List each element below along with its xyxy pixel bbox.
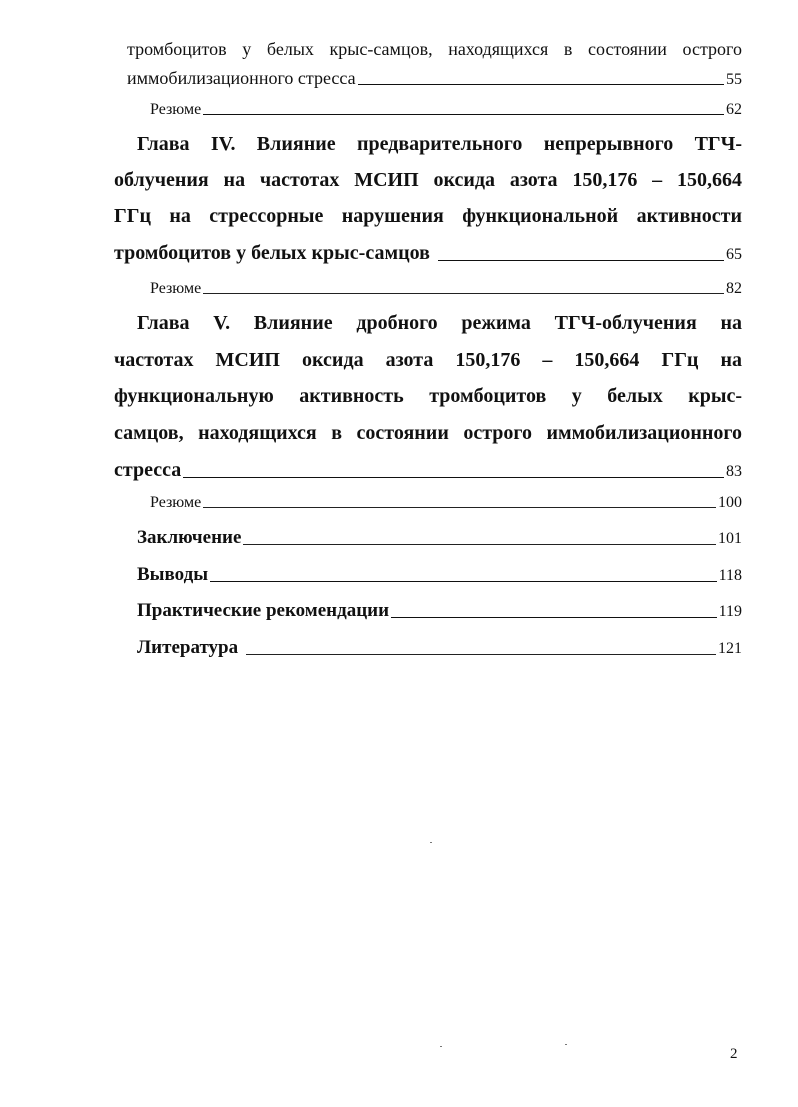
toc-page-number: 121 xyxy=(718,640,742,657)
toc-page-number: 65 xyxy=(726,246,742,263)
toc-page-number: 55 xyxy=(726,71,742,88)
toc-page-number: 100 xyxy=(718,494,742,511)
toc-page-number: 83 xyxy=(726,463,742,480)
toc-entry-ch4-resume[interactable] xyxy=(150,280,742,298)
toc-ch5-title-line2: частотах МСИП оксида азота 150,176 – 150,664 ГГц на xyxy=(114,349,742,371)
toc-recommendations-label: Практические рекомендации xyxy=(137,600,390,621)
toc-ch4-title-line2: облучения на частотах МСИП оксида азота 150,176 – 150,664 xyxy=(114,169,742,191)
toc-page-number: 62 xyxy=(726,101,742,118)
toc-entry-ch4[interactable] xyxy=(114,242,742,265)
toc-page-number: 101 xyxy=(718,530,742,547)
toc-ch4-title-line1: Глава IV. Влияние предварительного непрерывного ТГЧ- xyxy=(137,133,742,155)
toc-leader-line xyxy=(243,544,716,545)
toc-entry-findings[interactable] xyxy=(137,564,742,586)
scan-speck xyxy=(430,842,432,843)
toc-leader-line xyxy=(203,507,716,508)
toc-resume-label: Резюме xyxy=(150,101,202,118)
toc-literature-label: Литература xyxy=(137,637,239,658)
toc-resume-label: Резюме xyxy=(150,280,202,297)
toc-entry-ch5[interactable] xyxy=(114,459,742,482)
toc-entry-ch5-resume[interactable] xyxy=(150,494,742,512)
scan-speck xyxy=(440,1046,442,1047)
toc-ch3-text-line1: тромбоцитов у белых крыс-самцов, находящихся в состоянии острого xyxy=(127,39,742,59)
toc-leader-line xyxy=(438,260,724,261)
toc-findings-label: Выводы xyxy=(137,564,209,585)
toc-ch4-title-line4: тромбоцитов у белых крыс-самцов xyxy=(114,242,430,264)
toc-leader-line xyxy=(210,581,717,582)
toc-page-number: 118 xyxy=(718,567,742,584)
toc-ch5-title-line1: Глава V. Влияние дробного режима ТГЧ-облучения на xyxy=(137,312,742,334)
toc-page-number: 82 xyxy=(726,280,742,297)
toc-entry-ch3[interactable] xyxy=(127,68,742,89)
scan-speck xyxy=(565,1044,567,1045)
toc-entry-recommendations[interactable] xyxy=(137,600,742,622)
toc-entry-literature[interactable] xyxy=(137,637,742,659)
toc-ch5-title-line5: стресса xyxy=(114,459,182,481)
toc-leader-line xyxy=(358,84,724,85)
toc-ch5-title-line3: функциональную активность тромбоцитов у белых крыс- xyxy=(114,385,742,407)
toc-leader-line xyxy=(246,654,716,655)
page-number: 2 xyxy=(730,1046,738,1062)
toc-conclusion-label: Заключение xyxy=(137,527,242,548)
toc-ch5-title-line4: самцов, находящихся в состоянии острого иммобилизационного xyxy=(114,422,742,444)
toc-entry-ch3-resume[interactable] xyxy=(150,101,742,119)
toc-entry-conclusion[interactable] xyxy=(137,527,742,549)
toc-ch4-title-line3: ГГц на стрессорные нарушения функциональной активности xyxy=(114,205,742,227)
toc-leader-line xyxy=(391,617,717,618)
toc-leader-line xyxy=(203,293,724,294)
toc-leader-line xyxy=(183,477,724,478)
toc-ch3-text-line2: иммобилизационного стресса xyxy=(127,68,356,88)
toc-leader-line xyxy=(203,114,724,115)
toc-resume-label: Резюме xyxy=(150,494,202,511)
toc-page-number: 119 xyxy=(718,603,742,620)
